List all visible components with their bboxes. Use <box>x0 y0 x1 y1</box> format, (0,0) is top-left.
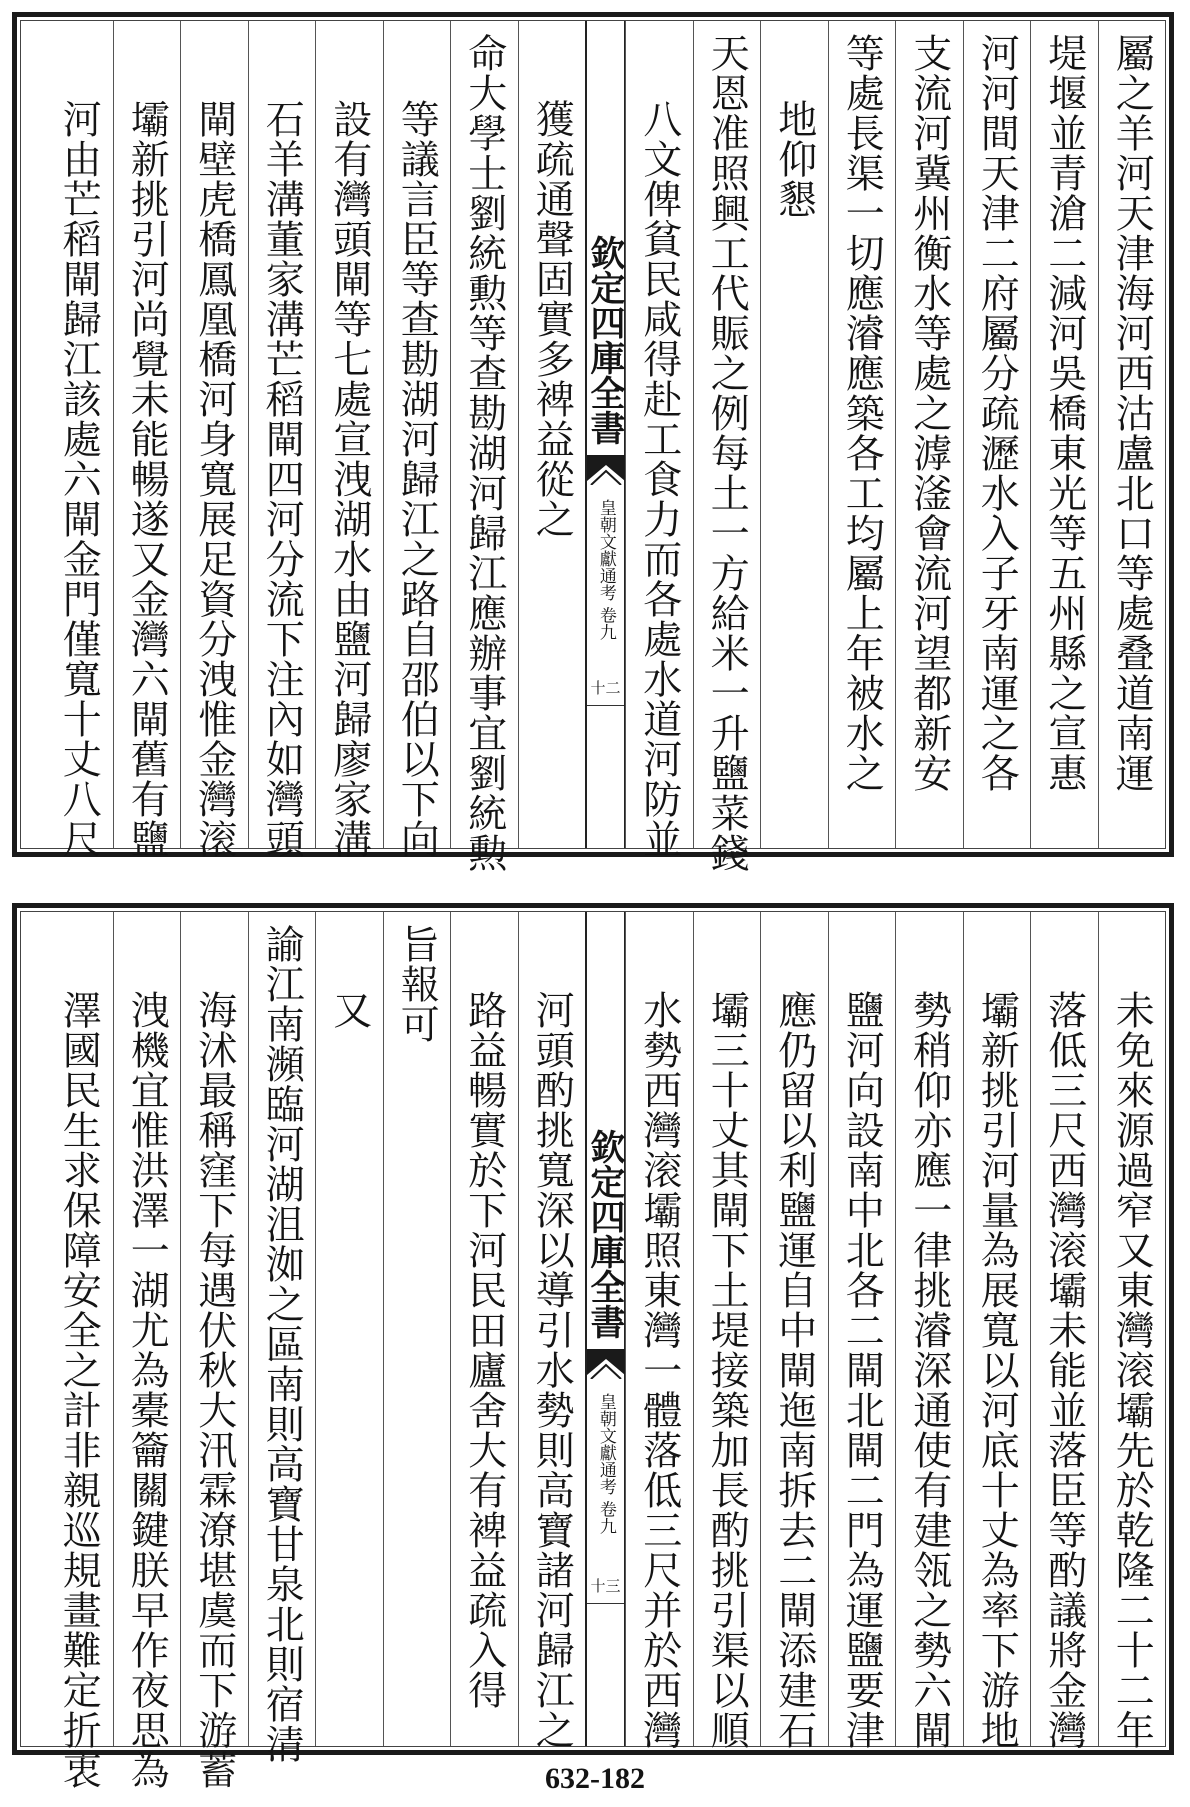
column-text: 地仰懇 <box>771 99 817 219</box>
column-text: 壩新挑引河量為展寬以河底十丈為率下游地 <box>974 990 1020 1750</box>
text-column <box>248 912 316 1764</box>
column-text: 洩機宜惟洪澤一湖尤為橐籥關鍵朕早作夜思為 <box>124 990 170 1790</box>
column-text: 堤堰並青滄二減河吳橋東光等五州縣之宣惠 <box>1041 33 1087 793</box>
column-text: 支流河冀州衡水等處之滹滏會流河望都新安 <box>906 33 952 793</box>
column-text: 旨報可 <box>394 924 440 1044</box>
text-column <box>450 21 518 873</box>
column-text: 鹽河向設南中北各二閘北閘二門為運鹽要津 <box>839 990 885 1750</box>
column-text: 河由芒稻閘歸江該處六閘金門僅寬十丈八尺 <box>56 99 102 859</box>
text-column <box>45 21 113 859</box>
text-column <box>963 912 1031 1750</box>
text-column <box>963 21 1031 848</box>
column-text: 河河間天津二府屬分疏瀝水入子牙南運之各 <box>974 33 1020 793</box>
volume-label: 皇朝文獻通考 卷九 <box>595 1393 616 1535</box>
book-title: 欽定四庫全書 <box>585 234 626 445</box>
fish-tail-mark-icon <box>587 1349 625 1379</box>
book-title: 欽定四庫全書 <box>585 1129 626 1340</box>
text-column <box>760 21 828 848</box>
text-column <box>315 21 383 859</box>
column-text: 應仍留以利鹽運自中閘迤南拆去二閘添建石 <box>771 990 817 1750</box>
volume-label: 皇朝文獻通考 卷九 <box>595 498 616 641</box>
text-column <box>518 912 586 1750</box>
text-column <box>248 21 316 859</box>
column-text: 澤國民生求保障安全之計非親巡規畫難定折衷 <box>56 990 102 1790</box>
page-number: 十二 <box>590 679 621 697</box>
text-column <box>828 21 896 848</box>
column-text: 勢稍仰亦應一律挑濬深通使有建瓴之勢六閘 <box>906 990 952 1750</box>
page-number: 十三 <box>590 1577 621 1595</box>
text-column <box>383 912 451 1746</box>
text-column <box>625 912 693 1750</box>
text-column <box>693 912 761 1750</box>
text-column <box>113 912 181 1790</box>
column-text: 八文俾貧民咸得赴工食力而各處水道河防並 <box>636 99 682 859</box>
fish-tail-mark-icon <box>587 455 625 485</box>
text-column <box>45 912 113 1790</box>
text-column <box>1098 912 1166 1750</box>
column-text: 設有灣頭閘等七處宣洩湖水由鹽河歸廖家溝 <box>326 99 372 859</box>
text-column <box>1030 21 1098 848</box>
text-column <box>315 912 383 1746</box>
column-text: 未免來源過窄又東灣滚壩先於乾隆二十二年 <box>1109 990 1155 1750</box>
column-text: 落低三尺西灣滚壩未能並落臣等酌議將金灣 <box>1041 990 1087 1750</box>
text-column <box>1098 21 1166 848</box>
text-column <box>625 21 693 859</box>
column-text: 河頭酌挑寬深以導引水勢則高寶諸河歸江之 <box>529 990 575 1750</box>
page-number-rule <box>587 705 624 706</box>
column-text: 等處長渠一切應濬應築各工均屬上年被水之 <box>839 33 885 793</box>
text-column <box>180 21 248 859</box>
reel-page-number: 632-182 <box>545 1762 645 1795</box>
text-column <box>518 21 586 848</box>
top-page <box>12 12 1174 873</box>
text-column <box>895 21 963 848</box>
page-number-rule <box>587 1603 624 1604</box>
column-text: 壩三十丈其閘下土堤接築加長酌挑引渠以順 <box>704 990 750 1750</box>
text-column <box>828 912 896 1750</box>
text-column <box>1030 912 1098 1750</box>
column-text: 又 <box>326 990 372 1030</box>
center-gutter <box>585 912 625 1746</box>
column-text: 命大學士劉統勲等查勘湖河歸江應辦事宜劉統勲 <box>461 33 507 873</box>
text-column <box>693 21 761 873</box>
column-text: 獲疏通聲固實多裨益從之 <box>529 99 575 539</box>
column-text: 水勢西灣滚壩照東灣一體落低三尺并於西灣 <box>636 990 682 1750</box>
column-text: 諭江南瀕臨河湖沮洳之區南則高寶甘泉北則宿清 <box>259 924 305 1764</box>
center-gutter <box>585 21 625 848</box>
text-column <box>180 912 248 1790</box>
column-text: 屬之羊河天津海河西沽盧北口等處叠道南運 <box>1109 33 1155 793</box>
column-text: 等議言臣等查勘湖河歸江之路自邵伯以下向 <box>394 99 440 859</box>
text-column <box>760 912 828 1750</box>
text-column <box>895 912 963 1750</box>
text-column <box>383 21 451 859</box>
column-text: 天恩准照興工代賑之例每土一方給米一升鹽菜錢 <box>704 33 750 873</box>
column-text: 壩新挑引河尚覺未能暢遂又金灣六閘舊有鹽 <box>124 99 170 859</box>
top-page-frame <box>20 20 1166 873</box>
column-text: 石羊溝董家溝芒稻閘四河分流下注內如灣頭 <box>259 99 305 859</box>
text-column <box>450 912 518 1746</box>
column-text: 海沭最稱窪下每遇伏秋大汛霖潦堪虞而下游蓄 <box>191 990 237 1790</box>
column-text: 閘壁虎橋鳳凰橋河身寬展足資分洩惟金灣滚 <box>191 99 237 859</box>
column-text: 路益暢實於下河民田廬舍大有裨益疏入得 <box>461 990 507 1710</box>
text-column <box>113 21 181 859</box>
